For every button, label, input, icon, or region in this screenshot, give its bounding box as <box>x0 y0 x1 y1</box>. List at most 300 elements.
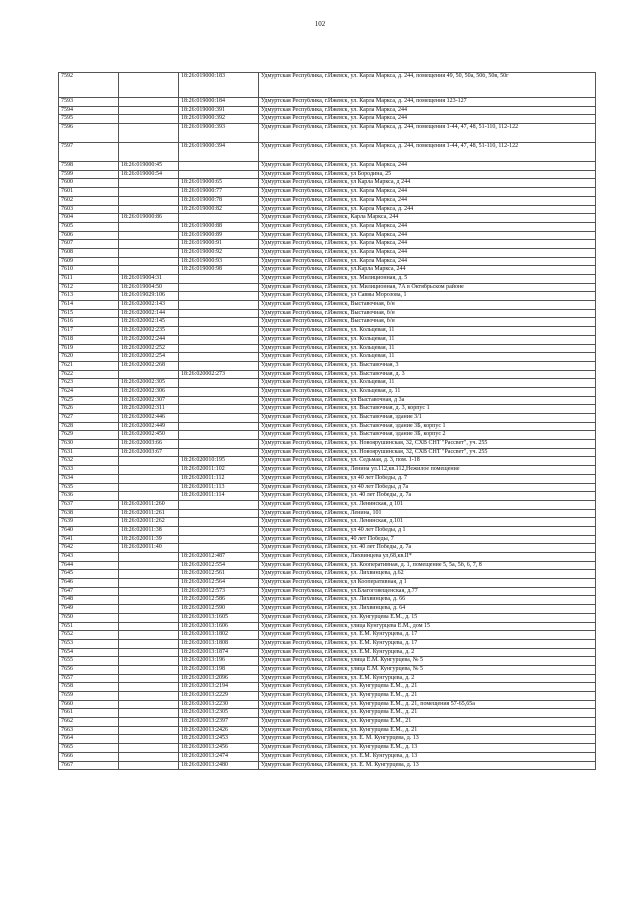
address-cell: Удмуртская Республика, г.Ижевск, ул. Кунгурцева Е.М., д. 21 <box>259 726 596 735</box>
land-cadastral-number-cell <box>119 683 179 692</box>
land-cadastral-number-cell: 18:26:019004:31 <box>119 275 179 284</box>
table-row <box>59 361 596 370</box>
address-cell: Удмуртская Республика, г.Ижевск, ул. Лихвинцева, д.62 <box>259 570 596 579</box>
premises-cadastral-number-cell <box>179 448 259 457</box>
land-cadastral-number-cell: 18:26:020002:307 <box>119 396 179 405</box>
address-cell: Удмуртская Республика, г.Ижевск, ул 40 лет Победы, д. 7 <box>259 474 596 483</box>
premises-cadastral-number-cell <box>179 440 259 449</box>
row-number-cell: 7610 <box>59 266 119 275</box>
row-number-cell: 7593 <box>59 98 119 107</box>
premises-cadastral-number-cell: 18:26:020013:196 <box>179 657 259 666</box>
table-row <box>59 327 596 336</box>
address-cell: Удмуртская Республика, г.Ижевск, ул. Лихвинцева, д. 66 <box>259 596 596 605</box>
address-cell: Удмуртская Республика, г.Ижевск, ул.Благоговещенская, д.77 <box>259 587 596 596</box>
table-row <box>59 73 596 98</box>
table-row <box>59 622 596 631</box>
address-cell: Удмуртская Республика, г.Ижевск, ул. Кольцевая, 11 <box>259 379 596 388</box>
address-cell: Удмуртская Республика, г.Ижевск, ул. Карла Маркса, д. 244, помещения 1-44, 47, 48, 51-110, 112-122 <box>259 143 596 162</box>
premises-cadastral-number-cell <box>179 327 259 336</box>
row-number-cell: 7630 <box>59 440 119 449</box>
address-cell: Удмуртская Республика, г.Ижевск, ул. Карла Маркса, 244 <box>259 248 596 257</box>
premises-cadastral-number-cell <box>179 405 259 414</box>
table-row <box>59 248 596 257</box>
page-number: 102 <box>314 20 326 28</box>
table-row <box>59 752 596 761</box>
row-number-cell: 7632 <box>59 457 119 466</box>
land-cadastral-number-cell <box>119 179 179 188</box>
address-cell: Удмуртская Республика, г.Ижевск, ул. Выставочная, здание 3Б, корпус 2 <box>259 431 596 440</box>
land-cadastral-number-cell: 18:26:020011:260 <box>119 500 179 509</box>
row-number-cell: 7663 <box>59 726 119 735</box>
premises-cadastral-number-cell: 18:26:019000:391 <box>179 106 259 115</box>
premises-cadastral-number-cell: 18:26:020010:195 <box>179 457 259 466</box>
row-number-cell: 7599 <box>59 170 119 179</box>
premises-cadastral-number-cell: 18:26:020012:561 <box>179 570 259 579</box>
premises-cadastral-number-cell: 18:26:019000:184 <box>179 98 259 107</box>
land-cadastral-number-cell <box>119 266 179 275</box>
table-row <box>59 761 596 770</box>
land-cadastral-number-cell: 18:26:020003:66 <box>119 440 179 449</box>
table-row <box>59 266 596 275</box>
table-row <box>59 301 596 310</box>
table-row <box>59 283 596 292</box>
premises-cadastral-number-cell <box>179 170 259 179</box>
table-row <box>59 162 596 171</box>
premises-cadastral-number-cell: 18:26:019000:392 <box>179 115 259 124</box>
row-number-cell: 7639 <box>59 518 119 527</box>
table-row <box>59 318 596 327</box>
land-cadastral-number-cell: 18:26:020002:449 <box>119 422 179 431</box>
premises-cadastral-number-cell: 18:26:020012:586 <box>179 596 259 605</box>
land-cadastral-number-cell <box>119 735 179 744</box>
row-number-cell: 7646 <box>59 579 119 588</box>
address-cell: Удмуртская Республика, г.Ижевск, ул. Е.М. Кунгурцева, д. 13 <box>259 752 596 761</box>
row-number-cell: 7655 <box>59 657 119 666</box>
land-cadastral-number-cell <box>119 657 179 666</box>
table-row <box>59 744 596 753</box>
premises-cadastral-number-cell: 18:26:020012:487 <box>179 553 259 562</box>
table-row <box>59 535 596 544</box>
land-cadastral-number-cell <box>119 492 179 501</box>
row-number-cell: 7659 <box>59 692 119 701</box>
table-row <box>59 648 596 657</box>
row-number-cell: 7631 <box>59 448 119 457</box>
premises-cadastral-number-cell <box>179 344 259 353</box>
address-cell: Удмуртская Республика, г.Ижевск, ул. Кунгурцева Е.М., д. 15 <box>259 613 596 622</box>
row-number-cell: 7648 <box>59 596 119 605</box>
address-cell: Удмуртская Республика, г.Ижевск, Выставочная, б/н <box>259 301 596 310</box>
table-row <box>59 448 596 457</box>
premises-cadastral-number-cell: 18:26:019000:92 <box>179 248 259 257</box>
address-cell: Удмуртская Республика, г.Ижевск, улица Кунгурцева Е.М., дом 15 <box>259 622 596 631</box>
address-cell: Удмуртская Республика, г.Ижевск, ул Бородина, 25 <box>259 170 596 179</box>
address-cell: Удмуртская Республика, г.Ижевск, 40 лет Победы, 7 <box>259 535 596 544</box>
premises-cadastral-number-cell <box>179 335 259 344</box>
premises-cadastral-number-cell: 18:26:020013:1874 <box>179 648 259 657</box>
land-cadastral-number-cell: 18:26:019000:54 <box>119 170 179 179</box>
land-cadastral-number-cell: 18:26:020002:446 <box>119 414 179 423</box>
address-cell: Удмуртская Республика, г.Ижевск, Лихвинцева ул,68,кв.II* <box>259 553 596 562</box>
table-row <box>59 709 596 718</box>
land-cadastral-number-cell <box>119 73 179 98</box>
row-number-cell: 7618 <box>59 335 119 344</box>
table-row <box>59 124 596 143</box>
row-number-cell: 7626 <box>59 405 119 414</box>
land-cadastral-number-cell: 18:26:020002:143 <box>119 301 179 310</box>
premises-cadastral-number-cell: 18:26:020011:102 <box>179 466 259 475</box>
land-cadastral-number-cell <box>119 726 179 735</box>
table-row <box>59 639 596 648</box>
address-cell: Удмуртская Республика, г.Ижевск, ул. Е.М. Кунгурцева, д. 2 <box>259 648 596 657</box>
address-cell: Удмуртская Республика, г.Ижевск, ул. Е.М. Кунгурцева, д. 17 <box>259 639 596 648</box>
address-cell: Удмуртская Республика, г.Ижевск, ул Выставочная, д 3а <box>259 396 596 405</box>
table-row <box>59 240 596 249</box>
premises-cadastral-number-cell: 18:26:020012:564 <box>179 579 259 588</box>
row-number-cell: 7615 <box>59 309 119 318</box>
premises-cadastral-number-cell: 18:26:020013:2453 <box>179 735 259 744</box>
premises-cadastral-number-cell: 18:26:019000:393 <box>179 124 259 143</box>
land-cadastral-number-cell: 18:26:020002:254 <box>119 353 179 362</box>
address-cell: Удмуртская Республика, г.Ижевск, ул. Ленинская, д 101 <box>259 500 596 509</box>
row-number-cell: 7652 <box>59 631 119 640</box>
premises-cadastral-number-cell: 18:26:020012:590 <box>179 605 259 614</box>
row-number-cell: 7656 <box>59 665 119 674</box>
land-cadastral-number-cell: 18:26:020002:450 <box>119 431 179 440</box>
row-number-cell: 7665 <box>59 744 119 753</box>
land-cadastral-number-cell: 18:26:019000:86 <box>119 214 179 223</box>
table-row <box>59 431 596 440</box>
row-number-cell: 7651 <box>59 622 119 631</box>
table-row <box>59 692 596 701</box>
premises-cadastral-number-cell: 18:26:020013:1606 <box>179 622 259 631</box>
premises-cadastral-number-cell <box>179 353 259 362</box>
table-row <box>59 231 596 240</box>
land-cadastral-number-cell <box>119 106 179 115</box>
address-cell: Удмуртская Республика, г.Ижевск, Карла Маркса, 244 <box>259 214 596 223</box>
address-cell: Удмуртская Республика, г.Ижевск, Ленина ул.112,кв.112,Нежилое помещение <box>259 466 596 475</box>
land-cadastral-number-cell <box>119 143 179 162</box>
table-row <box>59 214 596 223</box>
address-cell: Удмуртская Республика, г.Ижевск, ул. Карла Маркса, 244 <box>259 162 596 171</box>
table-row <box>59 492 596 501</box>
premises-cadastral-number-cell: 18:26:020012:554 <box>179 561 259 570</box>
table-row <box>59 579 596 588</box>
address-cell: Удмуртская Республика, г.Ижевск, ул. Карла Маркса, 244 <box>259 188 596 197</box>
table-row <box>59 605 596 614</box>
registry-body <box>59 73 596 770</box>
land-cadastral-number-cell: 18:26:020002:235 <box>119 327 179 336</box>
address-cell: Удмуртская Республика, г.Ижевск, ул. Кунгурцева Е.М., д. 21 <box>259 692 596 701</box>
table-row <box>59 561 596 570</box>
address-cell: Удмуртская Республика, г.Ижевск, ул. Е. М. Кунгурцева, д. 13 <box>259 761 596 770</box>
land-cadastral-number-cell: 18:26:020002:252 <box>119 344 179 353</box>
land-cadastral-number-cell <box>119 692 179 701</box>
row-number-cell: 7603 <box>59 205 119 214</box>
table-row <box>59 657 596 666</box>
table-row <box>59 196 596 205</box>
row-number-cell: 7657 <box>59 674 119 683</box>
table-row <box>59 518 596 527</box>
land-cadastral-number-cell <box>119 222 179 231</box>
row-number-cell: 7622 <box>59 370 119 379</box>
land-cadastral-number-cell <box>119 631 179 640</box>
row-number-cell: 7605 <box>59 222 119 231</box>
address-cell: Удмуртская Республика, г.Ижевск, ул. 40 лет Победы, д. 7а <box>259 492 596 501</box>
table-row <box>59 570 596 579</box>
row-number-cell: 7623 <box>59 379 119 388</box>
row-number-cell: 7604 <box>59 214 119 223</box>
table-row <box>59 440 596 449</box>
land-cadastral-number-cell: 18:26:020011:262 <box>119 518 179 527</box>
land-cadastral-number-cell <box>119 613 179 622</box>
table-row <box>59 205 596 214</box>
land-cadastral-number-cell <box>119 231 179 240</box>
premises-cadastral-number-cell: 18:26:020013:198 <box>179 665 259 674</box>
table-row <box>59 726 596 735</box>
row-number-cell: 7633 <box>59 466 119 475</box>
address-cell: Удмуртская Республика, г.Ижевск, ул. Кунгурцева Е.М., д. 21, помещения 57-65,65а <box>259 700 596 709</box>
premises-cadastral-number-cell <box>179 318 259 327</box>
address-cell: Удмуртская Республика, г.Ижевск, ул. Карла Маркса, 244 <box>259 196 596 205</box>
table-row <box>59 526 596 535</box>
land-cadastral-number-cell <box>119 205 179 214</box>
land-cadastral-number-cell: 18:26:020011:39 <box>119 535 179 544</box>
land-cadastral-number-cell <box>119 188 179 197</box>
premises-cadastral-number-cell: 18:26:020013:2230 <box>179 700 259 709</box>
address-cell: Удмуртская Республика, г.Ижевск, ул. Милиционная, 7А в Октябрьском районе <box>259 283 596 292</box>
premises-cadastral-number-cell: 18:26:020013:2426 <box>179 726 259 735</box>
land-cadastral-number-cell <box>119 709 179 718</box>
row-number-cell: 7606 <box>59 231 119 240</box>
land-cadastral-number-cell <box>119 370 179 379</box>
land-cadastral-number-cell: 18:26:020003:67 <box>119 448 179 457</box>
row-number-cell: 7642 <box>59 544 119 553</box>
premises-cadastral-number-cell <box>179 309 259 318</box>
row-number-cell: 7664 <box>59 735 119 744</box>
land-cadastral-number-cell: 18:26:019000:45 <box>119 162 179 171</box>
address-cell: Удмуртская Республика, г.Ижевск, ул. Карла Маркса, 244 <box>259 115 596 124</box>
premises-cadastral-number-cell: 18:26:020013:2456 <box>179 744 259 753</box>
row-number-cell: 7607 <box>59 240 119 249</box>
address-cell: Удмуртская Республика, г.Ижевск, ул. Выставочная, здание 3/1 <box>259 414 596 423</box>
premises-cadastral-number-cell: 18:26:019000:91 <box>179 240 259 249</box>
address-cell: Удмуртская Республика, г.Ижевск, улица Е.М. Кунгурцева, № 5 <box>259 665 596 674</box>
table-row <box>59 700 596 709</box>
address-cell: Удмуртская Республика, г.Ижевск, ул. Е. М. Кунгурцева, д. 13 <box>259 735 596 744</box>
row-number-cell: 7592 <box>59 73 119 98</box>
row-number-cell: 7660 <box>59 700 119 709</box>
table-row <box>59 179 596 188</box>
land-cadastral-number-cell <box>119 466 179 475</box>
table-row <box>59 509 596 518</box>
address-cell: Удмуртская Республика, г.Ижевск, ул. Кольцевая, 11 <box>259 327 596 336</box>
address-cell: Удмуртская Республика, г.Ижевск, ул. Выставочная, 3 <box>259 361 596 370</box>
table-row <box>59 188 596 197</box>
address-cell: Удмуртская Республика, г.Ижевск, улица Е.М. Кунгурцева, № 5 <box>259 657 596 666</box>
land-cadastral-number-cell: 18:26:020002:306 <box>119 387 179 396</box>
table-row <box>59 344 596 353</box>
address-cell: Удмуртская Республика, г.Ижевск, ул. Новоярушинская, 32, СХВ СНТ "Рассвет", уч. 255 <box>259 440 596 449</box>
address-cell: Удмуртская Республика, г.Ижевск, ул. Карла Маркса, д. 244, помещения 49, 50, 50а, 50б, 50в, 50г <box>259 73 596 98</box>
land-cadastral-number-cell: 18:26:020002:144 <box>119 309 179 318</box>
row-number-cell: 7594 <box>59 106 119 115</box>
row-number-cell: 7643 <box>59 553 119 562</box>
row-number-cell: 7614 <box>59 301 119 310</box>
address-cell: Удмуртская Республика, г.Ижевск, ул 40 лет Победы, д 7а <box>259 483 596 492</box>
premises-cadastral-number-cell: 18:26:019000:65 <box>179 179 259 188</box>
land-cadastral-number-cell: 18:26:020011:261 <box>119 509 179 518</box>
row-number-cell: 7619 <box>59 344 119 353</box>
address-cell: Удмуртская Республика, г.Ижевск, ул. Кольцевая, 11 <box>259 335 596 344</box>
land-cadastral-number-cell <box>119 700 179 709</box>
table-row <box>59 309 596 318</box>
row-number-cell: 7613 <box>59 292 119 301</box>
address-cell: Удмуртская Республика, г.Ижевск, ул. Карла Маркса, д. 244, помещения 123-127 <box>259 98 596 107</box>
premises-cadastral-number-cell <box>179 500 259 509</box>
table-row <box>59 631 596 640</box>
table-row <box>59 106 596 115</box>
land-cadastral-number-cell <box>119 596 179 605</box>
premises-cadastral-number-cell <box>179 535 259 544</box>
premises-cadastral-number-cell: 18:26:020013:2096 <box>179 674 259 683</box>
row-number-cell: 7661 <box>59 709 119 718</box>
premises-cadastral-number-cell: 18:26:020002:273 <box>179 370 259 379</box>
row-number-cell: 7611 <box>59 275 119 284</box>
address-cell: Удмуртская Республика, г.Ижевск, ул. Кооперативная, д. 1, помещение 5, 5а, 5б, 6, 7, 8 <box>259 561 596 570</box>
premises-cadastral-number-cell <box>179 387 259 396</box>
row-number-cell: 7597 <box>59 143 119 162</box>
row-number-cell: 7629 <box>59 431 119 440</box>
table-row <box>59 115 596 124</box>
premises-cadastral-number-cell <box>179 431 259 440</box>
premises-cadastral-number-cell: 18:26:019000:93 <box>179 257 259 266</box>
address-cell: Удмуртская Республика, г.Ижевск, ул. Седьмая, д. 3, пом. 1-18 <box>259 457 596 466</box>
address-cell: Удмуртская Республика, г.Ижевск, ул. Карла Маркса, 244 <box>259 106 596 115</box>
land-cadastral-number-cell <box>119 761 179 770</box>
address-cell: Удмуртская Республика, г.Ижевск, ул. Милиционная, д. 5 <box>259 275 596 284</box>
address-cell: Удмуртская Республика, г.Ижевск, ул. Карла Маркса, д. 244 <box>259 205 596 214</box>
row-number-cell: 7650 <box>59 613 119 622</box>
row-number-cell: 7662 <box>59 718 119 727</box>
land-cadastral-number-cell <box>119 648 179 657</box>
premises-cadastral-number-cell: 18:26:019000:98 <box>179 266 259 275</box>
land-cadastral-number-cell <box>119 257 179 266</box>
premises-cadastral-number-cell <box>179 301 259 310</box>
premises-cadastral-number-cell: 18:26:019000:183 <box>179 73 259 98</box>
table-row <box>59 735 596 744</box>
land-cadastral-number-cell <box>119 622 179 631</box>
row-number-cell: 7621 <box>59 361 119 370</box>
table-row <box>59 335 596 344</box>
land-cadastral-number-cell: 18:26:020011:38 <box>119 526 179 535</box>
premises-cadastral-number-cell <box>179 162 259 171</box>
address-cell: Удмуртская Республика, г.Ижевск, ул. Выставочная, д. 3, корпус 1 <box>259 405 596 414</box>
land-cadastral-number-cell: 18:26:020002:244 <box>119 335 179 344</box>
address-cell: Удмуртская Республика, г.Ижевск, ул. Новоярушинская, 32, СХВ СНТ "Рассвет", уч. 255 <box>259 448 596 457</box>
address-cell: Удмуртская Республика, г.Ижевск, ул. Карла Маркса, 244 <box>259 240 596 249</box>
row-number-cell: 7640 <box>59 526 119 535</box>
row-number-cell: 7647 <box>59 587 119 596</box>
land-cadastral-number-cell <box>119 553 179 562</box>
address-cell: Удмуртская Республика, г.Ижевск, ул. Е.М. Кунгурцева, д. 17 <box>259 631 596 640</box>
premises-cadastral-number-cell <box>179 544 259 553</box>
address-cell: Удмуртская Республика, г.Ижевск, ул. Лихвинцева, д. 64 <box>259 605 596 614</box>
address-cell: Удмуртская Республика, г.Ижевск, ул. Кунгурцева Е.М., 21 <box>259 718 596 727</box>
address-cell: Удмуртская Республика, г.Ижевск, ул. Кольцевая, 11 <box>259 344 596 353</box>
premises-cadastral-number-cell: 18:26:019000:82 <box>179 205 259 214</box>
premises-cadastral-number-cell <box>179 422 259 431</box>
address-cell: Удмуртская Республика, г.Ижевск, ул. Карла Маркса, д. 244, помещения 1-44, 47, 48, 51-110, 112-122 <box>259 124 596 143</box>
land-cadastral-number-cell <box>119 561 179 570</box>
row-number-cell: 7658 <box>59 683 119 692</box>
address-cell: Удмуртская Республика, г.Ижевск, ул. Карла Маркса, 244 <box>259 231 596 240</box>
land-cadastral-number-cell <box>119 124 179 143</box>
premises-cadastral-number-cell: 18:26:020013:2474 <box>179 752 259 761</box>
table-row <box>59 275 596 284</box>
land-cadastral-number-cell <box>119 240 179 249</box>
premises-cadastral-number-cell <box>179 283 259 292</box>
address-cell: Удмуртская Республика, г.Ижевск, ул. Кунгурцева Е.М., д. 21 <box>259 709 596 718</box>
row-number-cell: 7627 <box>59 414 119 423</box>
land-cadastral-number-cell <box>119 605 179 614</box>
table-row <box>59 143 596 162</box>
premises-cadastral-number-cell: 18:26:019000:78 <box>179 196 259 205</box>
row-number-cell: 7602 <box>59 196 119 205</box>
premises-cadastral-number-cell: 18:26:020013:2480 <box>179 761 259 770</box>
table-row <box>59 292 596 301</box>
land-cadastral-number-cell <box>119 752 179 761</box>
land-cadastral-number-cell: 18:26:020002:311 <box>119 405 179 414</box>
table-row <box>59 587 596 596</box>
table-row <box>59 396 596 405</box>
land-cadastral-number-cell <box>119 718 179 727</box>
table-row <box>59 474 596 483</box>
premises-cadastral-number-cell <box>179 214 259 223</box>
table-row <box>59 500 596 509</box>
premises-cadastral-number-cell <box>179 526 259 535</box>
table-row <box>59 457 596 466</box>
address-cell: Удмуртская Республика, г.Ижевск, ул 40 лет Победы, д 1 <box>259 526 596 535</box>
table-row <box>59 387 596 396</box>
address-cell: Удмуртская Республика, г.Ижевск, ул. Ленинская, д.101 <box>259 518 596 527</box>
land-cadastral-number-cell: 18:26:020002:268 <box>119 361 179 370</box>
premises-cadastral-number-cell <box>179 361 259 370</box>
premises-cadastral-number-cell: 18:26:019000:77 <box>179 188 259 197</box>
address-cell: Удмуртская Республика, г.Ижевск, ул. Выставочная, д. 3 <box>259 370 596 379</box>
row-number-cell: 7637 <box>59 500 119 509</box>
table-row <box>59 370 596 379</box>
table-row <box>59 414 596 423</box>
table-row <box>59 483 596 492</box>
land-cadastral-number-cell <box>119 579 179 588</box>
premises-cadastral-number-cell: 18:26:020012:573 <box>179 587 259 596</box>
premises-cadastral-number-cell <box>179 518 259 527</box>
address-cell: Удмуртская Республика, г.Ижевск, Выставочная, б/н <box>259 318 596 327</box>
row-number-cell: 7628 <box>59 422 119 431</box>
row-number-cell: 7644 <box>59 561 119 570</box>
land-cadastral-number-cell <box>119 639 179 648</box>
row-number-cell: 7624 <box>59 387 119 396</box>
row-number-cell: 7634 <box>59 474 119 483</box>
land-cadastral-number-cell <box>119 483 179 492</box>
address-cell: Удмуртская Республика, г.Ижевск, ул. Кольцевая, д. 11 <box>259 387 596 396</box>
premises-cadastral-number-cell <box>179 292 259 301</box>
premises-cadastral-number-cell: 18:26:020011:114 <box>179 492 259 501</box>
property-registry-table <box>58 72 596 770</box>
address-cell: Удмуртская Республика, г.Ижевск, ул.Карла Маркса, 244 <box>259 266 596 275</box>
table-row <box>59 613 596 622</box>
row-number-cell: 7636 <box>59 492 119 501</box>
